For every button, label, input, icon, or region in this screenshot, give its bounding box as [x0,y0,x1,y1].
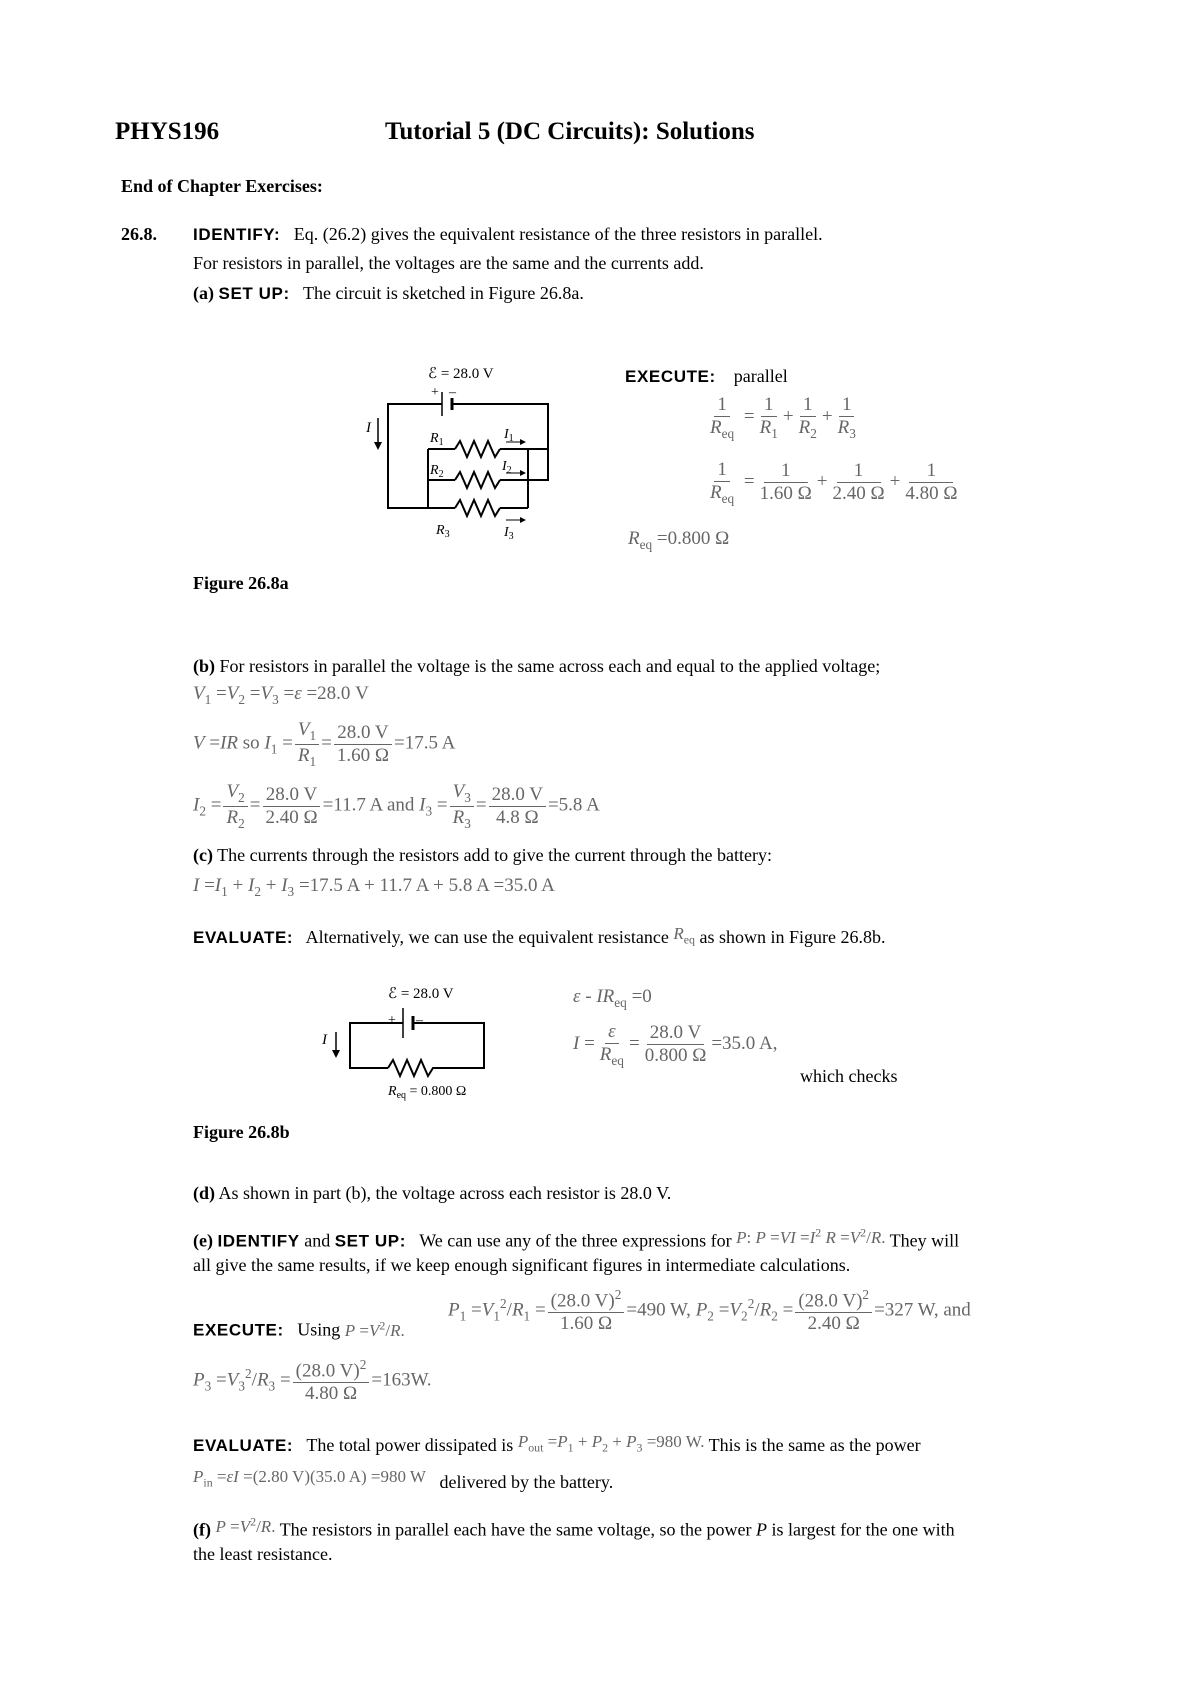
req-formula-symbolic: $\frac{1}{R_{eq}}$ = $\frac{1}{R_1}$ + $\frac{1}{R_2}$ + $\frac{1}{R_3}$ [710,394,856,441]
part-f-label: (f) [193,1519,211,1540]
part-c-text: The currents through the resistors add to give the current through the battery: [217,845,773,865]
figure-26-8b-caption: Figure 26.8b [193,1122,290,1142]
page-title: Tutorial 5 (DC Circuits): Solutions [385,118,755,145]
R3-label: $R_3$ [436,523,450,540]
part-f-text-2: is largest for the one with [771,1519,955,1540]
current-I-label: I [366,420,371,436]
which-checks: which checks [800,1066,898,1086]
part-e-identify: IDENTIFY [217,1231,300,1251]
figure-26-8a-circuit [360,358,570,548]
I3-label: $I_3$ [504,525,514,542]
evaluate-line: EVALUATE: Alternatively, we can use the equivalent resistance $R_{eq}$ as shown in Figure 26.8b. [193,924,886,947]
I2-label: $I_2$ [502,459,512,476]
part-d-label: (d) [193,1183,215,1203]
identify-text: Eq. (26.2) gives the equivalent resistance of the three resistors in parallel. [293,224,823,244]
figure-26-8b-circuit [318,982,498,1102]
evaluate-text: Alternatively, we can use the equivalent resistance [305,927,669,947]
current-I-label-b: I [322,1032,327,1048]
evaluate-text-2: as shown in Figure 26.8b. [699,927,886,947]
figure-26-8a-caption: Figure 26.8a [193,573,289,593]
evaluate-label: EVALUATE: [193,928,294,947]
part-c-label: (c) [193,845,213,865]
evaluate2-text: The total power dissipated is [306,1435,514,1455]
evaluate2-label: EVALUATE: [193,1436,294,1455]
identify-line [193,224,823,245]
i1-equation: V =IR so $I_1$ = $\frac{V_1}{R_1}$ = $\frac{28.0 V}{1.60 \Omega}$ =17.5 A [193,719,456,769]
evaluate2-line-2: $P_{in} =\varepsilon I =(2.80$ V)(35.0 A) =980 W delivered by the battery. [193,1467,614,1492]
plus-sign: + [431,385,439,400]
R1-label: $R_1$ [430,431,444,448]
p1-p2-equation: $P_1 =V_1^2/R_1$ = $\frac{(28.0 V)^2}{1.60 \Omega}$ =490 W, $P_2 =V_2^2/R_2$ = $\frac{(28.0 V)^2}{2.40 \Omega}$ =327 W, and [448,1287,971,1335]
execute-line [625,366,788,387]
emf-label-b: ℰ = 28.0 V [388,986,454,1002]
req-result: $R_{eq} =0.800$ Ω [628,528,730,552]
identify-label: IDENTIFY: [193,225,281,244]
part-e-line: (e) IDENTIFY and SET UP: We can use any of the three expressions for P: $P =VI =I^2$ $R =V^2/R$. They will [193,1225,960,1251]
part-c-line [193,845,772,866]
req-label-b: $R_{eq} = 0.800$ Ω [388,1084,467,1101]
execute-label: EXECUTE: [625,367,716,386]
itotal-check-equation: I = $\frac{\varepsilon}{R_{eq}}$ = $\frac{28.0 V}{0.800 \Omega}$ =35.0 A, [573,1021,778,1068]
part-a-label: (a) [193,283,214,303]
i2-i3-equation: $I_2$ = $\frac{V_2}{R_2}$ = $\frac{28.0 V}{2.40 \Omega}$ =11.7 A and $I_3$ = $\frac{V_3}{R_3}$ = $\frac{28.0 V}{4.8 \Omega}$ =5.8 A [193,781,600,831]
part-f-text: The resistors in parallel each have the same voltage, so the power [279,1519,752,1540]
course-code: PHYS196 [115,118,220,145]
part-d-text: As shown in part (b), the voltage across each resistor is 28.0 V. [218,1183,672,1203]
part-e-and: and [304,1230,331,1251]
evaluate2-text-2: This is the same as the power [708,1435,921,1455]
part-e-label: (e) [193,1230,213,1251]
part-e-text: We can use any of the three expressions for [419,1230,732,1251]
part-a-text: The circuit is sketched in Figure 26.8a. [302,283,584,303]
part-b-line [193,656,880,677]
req-formula-numeric: $\frac{1}{R_{eq}}$ = $\frac{1}{1.60 \Omega}$ + $\frac{1}{2.40 \Omega}$ + $\frac{1}{4.80 \Omega}$ [710,459,958,506]
part-f-text-3: the least resistance. [193,1544,333,1564]
part-f-line: (f) $P =V^2/R$. The resistors in parallel each have the same voltage, so the power P is largest for the one with [193,1514,955,1540]
identify-text-2: For resistors in parallel, the voltages are the same and the currents add. [193,253,704,273]
part-b-text: For resistors in parallel the voltage is the same across each and equal to the applied voltage; [219,656,881,676]
p3-equation: $P_3 =V_3^2/R_3$ = $\frac{(28.0 V)^2}{4.80 \Omega}$ =163W. [193,1357,432,1405]
loop-equation: $\varepsilon - IR_{eq} =0$ [573,986,652,1010]
execute-text: parallel [733,366,788,386]
part-b-label: (b) [193,656,215,676]
part-d-line [193,1183,671,1204]
itotal-equation: $I =I_1 + I_2 + I_3 =17.5$ A + 11.7 A + 5.8 A =35.0 A [193,875,555,899]
problem-number: 26.8. [121,224,157,244]
execute2-line: EXECUTE: Using $P =V^2/R$. [193,1318,405,1340]
part-e-setup: SET UP: [334,1231,406,1251]
section-title: End of Chapter Exercises: [121,176,323,196]
plus-sign-b: + [388,1013,396,1028]
evaluate2-line: EVALUATE: The total power dissipated is $P_{out} =P_1 + P_2 + P_3 =980$ W. This is the same as the power [193,1432,921,1455]
voltage-equality: $V_1 =V_2 =V_3 =\varepsilon =28.0$ V [193,683,369,707]
part-a-line [193,283,584,304]
R2-label: $R_2$ [430,463,444,480]
minus-sign-b: – [416,1013,423,1028]
minus-sign: – [449,385,456,400]
emf-label: ℰ = 28.0 V [428,366,494,382]
setup-label: SET UP: [218,284,290,303]
part-e-text-3: all give the same results, if we keep enough significant figures in intermediate calculations. [193,1255,851,1275]
execute2-label: EXECUTE: [193,1320,284,1340]
part-e-text-2: They will [889,1230,960,1251]
evaluate2-text-3: delivered by the battery. [439,1472,614,1492]
I1-label: $I_1$ [504,427,514,444]
execute2-text: Using [297,1319,341,1340]
